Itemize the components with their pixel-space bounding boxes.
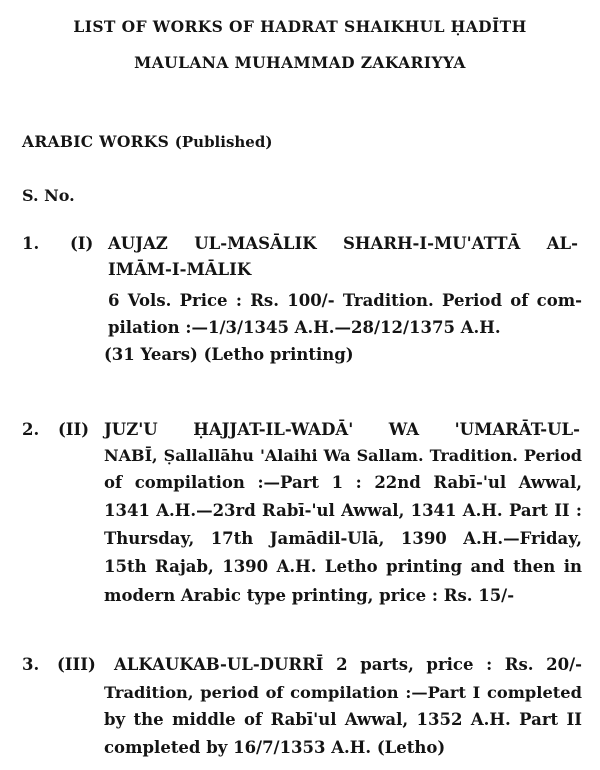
entry-text-line: IMĀM-I-MĀLIK — [108, 260, 252, 279]
entry-text-line: completed by 16/7/1353 A.H. (Letho) — [104, 738, 446, 757]
entry-text-line: NABĪ, Ṣallallāhu 'Alaihi Wa Sallam. Tradition. Period — [104, 446, 582, 465]
entry-text-line: (31 Years) (Letho printing) — [104, 345, 354, 364]
entry-roman-numeral: (III) — [57, 655, 96, 674]
entry-text-line: of compilation :—Part 1 : 22nd Rabī-'ul Awwal, — [104, 473, 582, 492]
section-heading — [22, 132, 272, 151]
entry-text-line: pilation :—1/3/1345 A.H.—28/12/1375 A.H. — [108, 318, 501, 337]
entry-text-line: modern Arabic type printing, price : Rs. 15/- — [104, 586, 515, 605]
entry-text-line: ALKAUKAB-UL-DURRĪ 2 parts, price : Rs. 20/- — [114, 655, 582, 674]
entry-text-line: JUZ'U ḤAJJAT-IL-WADĀ' WA 'UMARĀT-UL- — [104, 420, 580, 439]
entry-number: 2. — [22, 420, 40, 439]
entry-text-line: 6 Vols. Price : Rs. 100/- Tradition. Period of com- — [108, 291, 582, 310]
section-title: ARABIC WORKS — [22, 132, 170, 151]
entry-text-line: Thursday, 17th Jamādil-Ulā, 1390 A.H.—Friday, — [104, 529, 582, 548]
serial-number-label: S. No. — [22, 186, 75, 205]
entry-roman-numeral: (I) — [70, 234, 94, 253]
entry-roman-numeral: (II) — [58, 420, 90, 439]
entry-text-line: 15th Rajab, 1390 A.H. Letho printing and then in — [104, 557, 582, 576]
entry-text-line: by the middle of Rabī'ul Awwal, 1352 A.H. Part II — [104, 710, 582, 729]
entry-text-line: AUJAZ UL-MASĀLIK SHARH-I-MU'ATTĀ AL- — [108, 234, 578, 253]
entry-text-line: 1341 A.H.—23rd Rabī-'ul Awwal, 1341 A.H. Part II : — [104, 501, 582, 520]
page-title-line-1: LIST OF WORKS OF HADRAT SHAIKHUL ḤADĪTH — [73, 17, 527, 36]
section-subtitle: (Published) — [174, 133, 273, 151]
entry-number: 1. — [22, 234, 40, 253]
entry-text-line: Tradition, period of compilation :—Part I completed — [104, 683, 582, 702]
page-title-line-2: MAULANA MUHAMMAD ZAKARIYYA — [134, 53, 466, 72]
entry-number: 3. — [22, 655, 40, 674]
